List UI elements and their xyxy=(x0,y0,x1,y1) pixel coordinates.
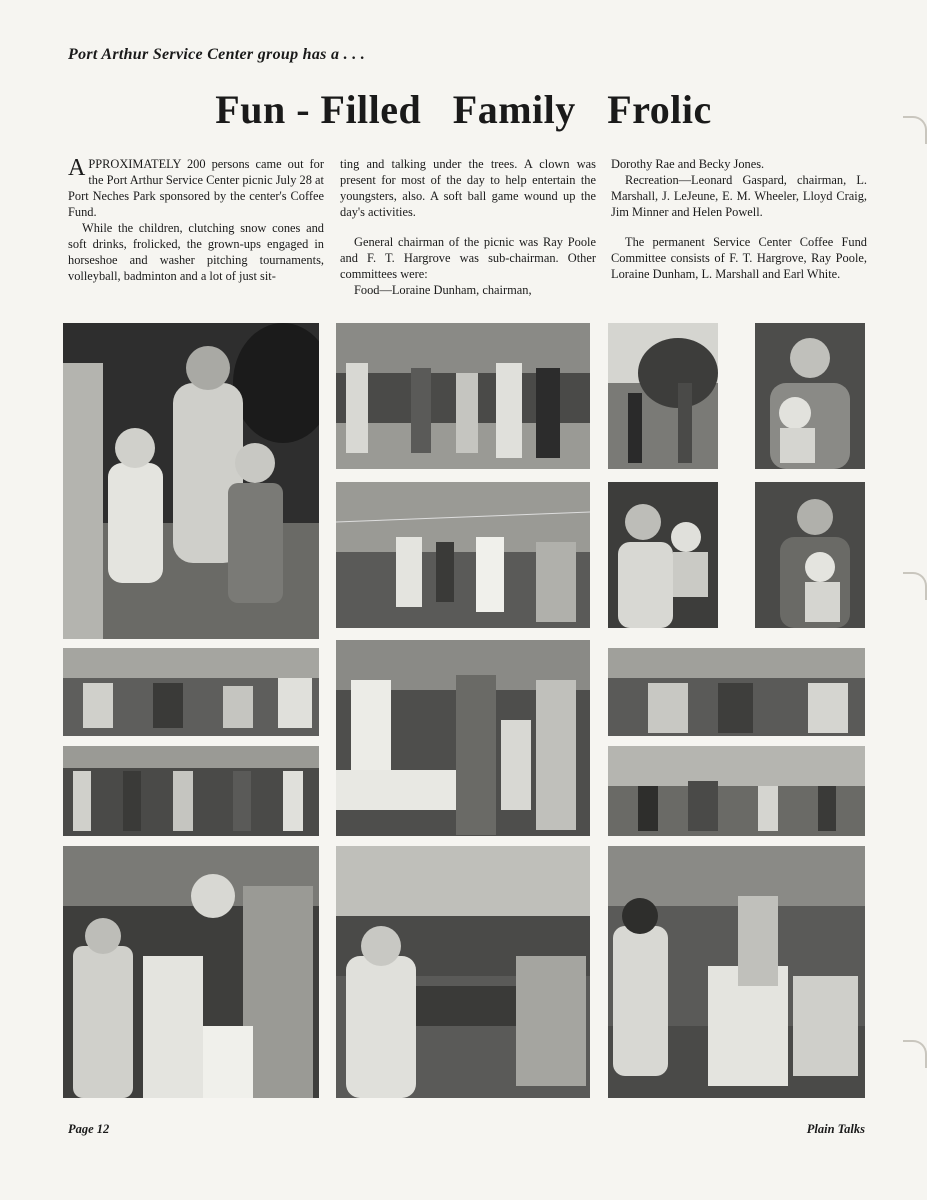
photo-adults-standing xyxy=(336,323,590,469)
photo-trees-figures xyxy=(608,323,718,469)
photo-woman-holding-child xyxy=(755,482,865,628)
text-column-1 xyxy=(68,156,324,284)
photo-food-table xyxy=(336,640,590,836)
photo-park-crowd xyxy=(608,746,865,836)
photo-woman-with-baby xyxy=(755,323,865,469)
paragraph: While the children, clutching snow cones and soft drinks, frolicked, the grown-ups engaged in horseshoe and washer pitching tournaments, volleyball, badminton and a lot of just sit- xyxy=(68,221,324,283)
drop-cap: A xyxy=(68,155,86,181)
photo-crowd xyxy=(63,746,319,836)
page-number: Page 12 xyxy=(68,1122,110,1136)
paragraph: ting and talking under the trees. A clown was present for most of the day to help entertain the youngsters, also. A soft ball game wound up the day's activities. xyxy=(340,157,596,219)
photo-lawn-chairs xyxy=(608,846,865,1098)
headline: Fun - Filled Family Frolic xyxy=(215,87,712,132)
binder-hole-mark xyxy=(903,1040,927,1068)
paragraph-text: PPROXIMATELY 200 persons came out for the Port Arthur Service Center picnic July 28 at Port Neches Park sponsored by the center's Coffee Fund. xyxy=(68,157,324,219)
kicker-line: Port Arthur Service Center group has a . . . xyxy=(68,46,366,63)
photo-seated-group xyxy=(63,648,319,736)
binder-hole-mark xyxy=(903,116,927,144)
paragraph: General chairman of the picnic was Ray Poole and F. T. Hargrove was sub-chairman. Other committees were: xyxy=(340,235,596,281)
photo-seated-adults xyxy=(608,648,865,736)
binder-hole-mark xyxy=(903,572,927,600)
text-column-2 xyxy=(340,156,596,298)
photo-man-feeding-baby xyxy=(608,482,718,628)
photo-volleyball-game xyxy=(336,482,590,628)
paragraph: Food—Loraine Dunham, chairman, xyxy=(354,283,532,297)
paragraph: Recreation—Leonard Gaspard, chairman, L. Marshall, J. LeJeune, E. M. Wheeler, Lloyd Craig, Jim Minner and Helen Powell. xyxy=(611,173,867,219)
photo-children-with-clown xyxy=(63,846,319,1098)
publication-name: Plain Talks xyxy=(806,1122,865,1136)
text-column-3 xyxy=(611,156,867,282)
paragraph: Dorothy Rae and Becky Jones. xyxy=(611,157,765,171)
paragraph: The permanent Service Center Coffee Fund Committee consists of F. T. Hargrove, Ray Poole, Loraine Dunham, L. Marshall and Earl White. xyxy=(611,235,867,281)
photo-children-with-mothers xyxy=(63,323,319,639)
photo-picnic-table xyxy=(336,846,590,1098)
paragraph xyxy=(68,156,324,220)
